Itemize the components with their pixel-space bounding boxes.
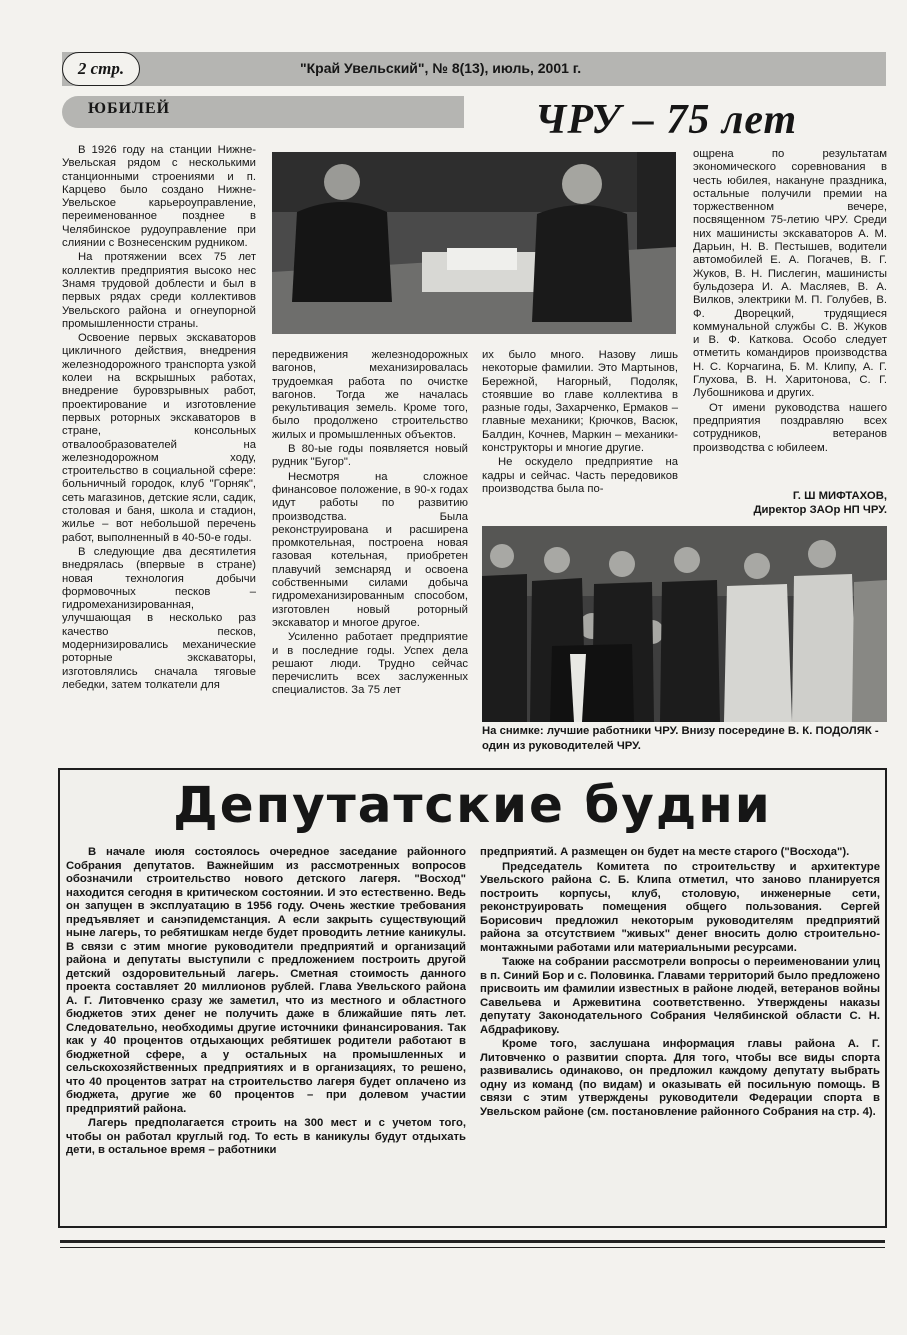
paragraph: Также на собрании рассмотрели вопросы о переименовании улиц в п. Синий Бор и с. Половинка. Главами территорий было предложено присвоить им фамилии известных в районе людей, ветеранов войны Савельева и Аржевитина соответственно. Утверждены наказы депутату Законодательного Собрания Челябинской области С. Н. Абдрафикову. [480, 956, 880, 1036]
paragraph: Освоение первых экскаваторов цикличного действия, внедрения железнодорожного транспорта узкой колеи на вскрышных работах, внедрение буровзрывных работ, проектирование и изготовление первых роторных экскаваторов в стране, консольных отвалообразователей на железнодорожном ходу, строительство в социальной сфере: больничный городок, клуб "Горняк", сеть магазинов, детские ясли, садик, столовая и баня, школа и стадион, жилье – вот небольшой перечень работ, выполненный в 40-50-е годы. [62, 332, 256, 544]
article1-headline: ЧРУ – 75 лет [535, 97, 798, 143]
page-number: 2 стр. [62, 52, 140, 86]
paragraph: Усиленно работает предприятие и в последние годы. Успех дела решают люди. Трудно сейчас перечислить всех заслуженных специалистов. За 75 лет [272, 631, 468, 697]
paragraph: В начале июля состоялось очередное заседание районного Собрания депутатов. Важнейшим из рассмотренных вопросов обозначили строительство нового детского лагеря. "Восход" находится сегодня в критическом состоянии. И это естественно. Ведь он запущен в эксплуатацию в 1956 году. Очень жесткие требования предъявляет и санэпидемстанция. А если закрыть существующий ныне лагерь, то ребятишкам негде будет проводить летние каникулы. В связи с этим многие руководители предприятий и организаций района и депутаты выступили с предложением построить другой детский оздоровительный лагерь. Сметная стоимость данного проекта составляет 20 миллионов рублей. Глава Увельского района А. Г. Литовченко сразу же заметил, что из местного и областного бюджетов этих денег не получить даже в ближайшие пять лет. Следовательно, необходимы другие источники финансирования. Так как у 40 процентов отдыхающих ребятишек родители работают в бюджетной сфере, а у остальных на промышленных и сельскохозяйственных предприятиях и в организациях, то решено, что 40 процентов затрат на строительство лагеря будет оплачено из бюджета, другие же 60 процентов – при долевом участии предприятий района. [66, 846, 466, 1115]
paragraph: От имени руководства нашего предприятия поздравляю всех сотрудников, ветеранов производства с юбилеем. [693, 401, 887, 454]
paragraph: Не оскудело предприятие на кадры и сейчас. Часть передовиков производства была по- [482, 456, 678, 495]
masthead-text: "Край Увельский", № 8(13), июль, 2001 г. [300, 60, 582, 76]
bottom-rule [60, 1240, 885, 1243]
article1-column-2 [272, 349, 468, 753]
paragraph: предприятий. А размещен он будет на месте старого ("Восхода"). [480, 846, 850, 858]
bottom-rule-thin [60, 1247, 885, 1248]
rubric-label: ЮБИЛЕЙ [88, 100, 171, 117]
article1-column-4 [693, 148, 887, 488]
article1-column-1 [62, 144, 256, 756]
paragraph: Лагерь предполагается строить на 300 мест и с учетом того, чтобы он работал круглый год. То есть в каникулы будут отдыхать дети, в остальное время – работники [66, 1117, 466, 1156]
paragraph: В 80-ые годы появляется новый рудник "Бугор". [272, 443, 468, 469]
paragraph: ощрена по результатам экономического соревнования в честь юбилея, накануне праздника, остальные получили премии на торжественном вечере, посвященном 75-летию ЧРУ. Среди них машинисты экскаваторов А. М. Дарьин, Н. В. Пестышев, водители автомобилей Е. А. Погачев, В. Г. Жуков, В. Н. Пислегин, машинисты бульдозера И. А. Масляев, В. А. Вилков, электрики М. П. Голубев, В. Ф. Дворецкий, трудящиеся коммунальной службы С. В. Жуков и В. Ф. Каткова. Особо следует отметить командиров производства Н. С. Корчагина, Б. М. Клипу, А. Г. Глухова, В. Н. Харитонова, С. Г. Лубошникова и других. [693, 148, 887, 400]
signature-name: Г. Ш МИФТАХОВ, [792, 490, 887, 502]
paragraph: Председатель Комитета по строительству и архитектуре Увельского района С. Б. Клипа отметил, что заново планируется построить корпусы, клуб, столовую, инженерные сети, реконструировать помещения общего пользования. Сергей Борисович предложил некоторым руководителям предприятий района за отсутствием "живых" денег вносить долю строительно-монтажными работами или материальными ресурсами. [480, 860, 880, 954]
paragraph: Несмотря на сложное финансовое положение, в 90-х годах идут работы по развитию производства. Была реконструирована и расширена промкотельная, построена новая газовая котельная, приобретен плавучий земснаряд и освоена собственными силами добыча гидромеханизированным способом, изготовлен новый роторный экскаватор и многое другое. [272, 470, 468, 629]
article2-column-right [480, 846, 880, 1222]
paragraph: В 1926 году на станции Нижне-Увельская рядом с несколькими станционными строениями и п. Карцево было создано Нижне-Увельское карьероуправление, переименованное позднее в Челябинское рудоуправление при слиянии с Вознесенским рудником. [62, 144, 256, 250]
article1-column-3 [482, 349, 678, 525]
paragraph: Кроме того, заслушана информация главы района А. Г. Литовченко о развитии спорта. Для того, чтобы все виды спорта развивались одинаково, он предложил каждому депутату выбрать одну из команд (по видам) и оказывать ей посильную помощь. В связи с этим утверждены руководители Федерации спорта в Увельском районе (см. постановление районного Собрания на стр. 4). [480, 1038, 880, 1118]
paragraph: На протяжении всех 75 лет коллектив предприятия высоко нес Знамя трудовой доблести и был в первых рядах среди коллективов Увельского района и огнеупорной промышленности страны. [62, 251, 256, 330]
article2-headline: Депутатские будни [173, 776, 772, 834]
office-photo-image [272, 152, 676, 334]
signature-title: Директор ЗАОр НП ЧРУ. [753, 504, 887, 516]
office-photo [272, 152, 676, 334]
group-photo-image [482, 526, 887, 722]
paragraph: их было много. Назову лишь некоторые фамилии. Это Мартынов, Бережной, Нагорный, Подоляк, стоявшие во главе коллектива в разные годы, Захарченко, Ермаков – главные механики; Крючков, Васюк, Балдин, Кочнев, Маркин – механики-конструкторы и многие другие. [482, 349, 678, 455]
paragraph: передвижения железнодорожных вагонов, механизировалась трудоемкая работа по очистке вагонов. Тогда же началась рекультивация земель. Кроме того, было продолжено строительство жилых и промышленных объектов. [272, 349, 468, 441]
paragraph: В следующие два десятилетия внедрялась (впервые в стране) новая технология добычи формовочных песков – гидромеханизированная, улучшающая в несколько раз качество песков, модернизировались механические роторные экскаваторы, изготовлялись сначала тяговые лебедки, затем толкатели для [62, 545, 256, 691]
article2-column-left [66, 846, 466, 1222]
group-photo [482, 526, 887, 722]
photo-caption: На снимке: лучшие работники ЧРУ. Внизу посередине В. К. ПОДОЛЯК - один из руководителей ЧРУ. [482, 725, 879, 752]
